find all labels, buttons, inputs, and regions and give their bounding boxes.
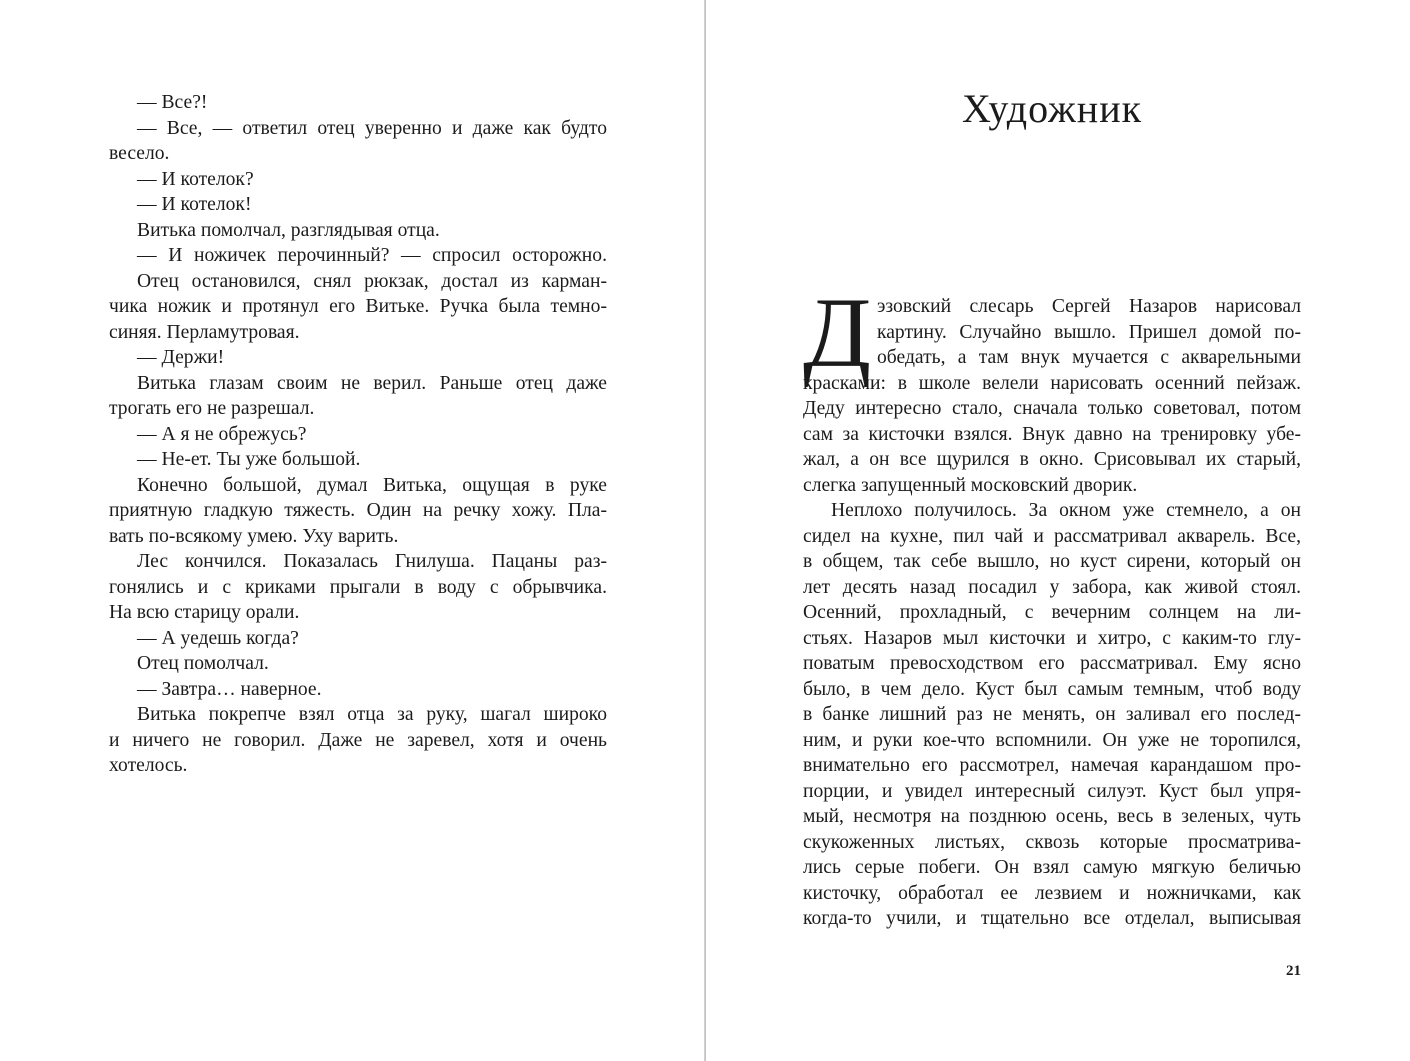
text-line: и ничего не говорил. Даже не заревел, хотя и очень xyxy=(109,729,607,751)
text-line: — Все, — ответил отец уверенно и даже как будто xyxy=(137,117,607,139)
text-line: лись серые побеги. Он взял самую мягкую беличью xyxy=(803,857,1301,878)
text-line: ним, и руки кое-что вспомнили. Он уже не торопился, xyxy=(803,729,1301,751)
text-line: гонялись и с криками прыгали в воду с обрывчика. xyxy=(109,576,607,598)
text-line: хотелось. xyxy=(109,755,188,776)
text-line: скукоженных листьях, сквозь которые просматрива- xyxy=(803,831,1301,853)
text-line: вать по-всякому умею. Уху варить. xyxy=(109,525,399,547)
right-page-text xyxy=(803,294,1301,932)
text-line: весело. xyxy=(109,143,170,164)
text-line: — А уедешь когда? xyxy=(137,627,299,649)
text-line: Конечно большой, думал Витька, ощущая в руке xyxy=(137,474,607,496)
text-line: Осенний, прохладный, с вечерним солнцем на ли- xyxy=(803,602,1301,623)
drop-cap: Д xyxy=(803,277,872,388)
left-page xyxy=(0,0,704,1061)
text-line: Витька покрепче взял отца за руку, шагал широко xyxy=(137,704,607,725)
text-line: лет десять назад посадил у забора, как живой стоял. xyxy=(803,576,1301,598)
text-line: — И ножичек перочинный? — спросил осторожно. xyxy=(137,245,607,266)
text-line: Неплохо получилось. За окном уже стемнело, а он xyxy=(831,500,1301,521)
text-line: когда-то учили, и тщательно все отделал, выписывая xyxy=(803,908,1301,929)
text-line: сам за кисточки взялся. Внук давно на тренировку убе- xyxy=(803,423,1301,445)
text-line: Лес кончился. Показалась Гнилуша. Пацаны раз- xyxy=(137,551,607,572)
text-line: — И котелок! xyxy=(137,194,252,215)
text-line: в банке лишний раз не менять, он заливал его послед- xyxy=(803,704,1301,725)
text-line: было, в чем дело. Куст был самым темным, чтоб воду xyxy=(803,678,1301,700)
text-line: чика ножик и протянул его Витьке. Ручка была темно- xyxy=(109,296,607,317)
text-line: Отец остановился, снял рюкзак, достал из карман- xyxy=(137,270,607,292)
text-line: трогать его не разрешал. xyxy=(109,398,315,419)
text-line: кисточку, обработал ее лезвием и ножничками, как xyxy=(803,882,1301,904)
text-line: мый, несмотря на позднюю осень, весь в зеленых, чуть xyxy=(803,806,1301,827)
text-line: — Все?! xyxy=(137,92,208,113)
chapter-title: Художник xyxy=(961,86,1143,131)
text-line: — И котелок? xyxy=(137,168,254,190)
text-line: сидел на кухне, пил чай и рассматривал акварель. Все, xyxy=(803,525,1301,547)
text-line: красками: в школе велели нарисовать осенний пейзаж. xyxy=(803,372,1301,394)
text-line: приятную гладкую тяжесть. Один на речку хожу. Пла- xyxy=(109,500,607,521)
text-line: в общем, так себе вышло, но куст сирени, который он xyxy=(803,551,1301,572)
text-line: синяя. Перламутровая. xyxy=(109,321,300,343)
text-line: На всю старицу орали. xyxy=(109,602,300,623)
text-line: эзовский слесарь Сергей Назаров нарисовал xyxy=(877,296,1301,317)
text-line: — Держи! xyxy=(137,347,225,368)
text-line: Отец помолчал. xyxy=(137,653,269,674)
text-line: — А я не обрежусь? xyxy=(137,423,307,445)
text-line: стьях. Назаров мыл кисточки и хитро, с каким-то глу- xyxy=(803,627,1301,649)
text-line: Витька глазам своим не верил. Раньше отец даже xyxy=(137,372,607,394)
right-page xyxy=(706,0,1410,1061)
text-line: порции, и увидел интересный силуэт. Куст был упря- xyxy=(803,780,1301,802)
text-line: картину. Случайно вышло. Пришел домой по- xyxy=(877,321,1301,343)
page-number: 21 xyxy=(1286,963,1301,979)
text-line: слегка запущенный московский дворик. xyxy=(803,474,1138,496)
left-page-text xyxy=(109,90,607,779)
text-line: жал, а он все щурился в окно. Срисовывал их старый, xyxy=(803,449,1301,470)
text-line: — Завтра… наверное. xyxy=(137,678,322,700)
text-line: Витька помолчал, разглядывая отца. xyxy=(137,219,440,241)
text-line: — Не-ет. Ты уже большой. xyxy=(137,449,361,470)
text-line: поватым превосходством его рассматривал. Ему ясно xyxy=(803,653,1301,674)
text-line: внимательно его рассмотрел, намечая карандашом про- xyxy=(803,755,1301,776)
text-line: обедать, а там внук мучается с акварельными xyxy=(877,347,1301,368)
text-line: Деду интересно стало, сначала только советовал, потом xyxy=(803,398,1301,419)
